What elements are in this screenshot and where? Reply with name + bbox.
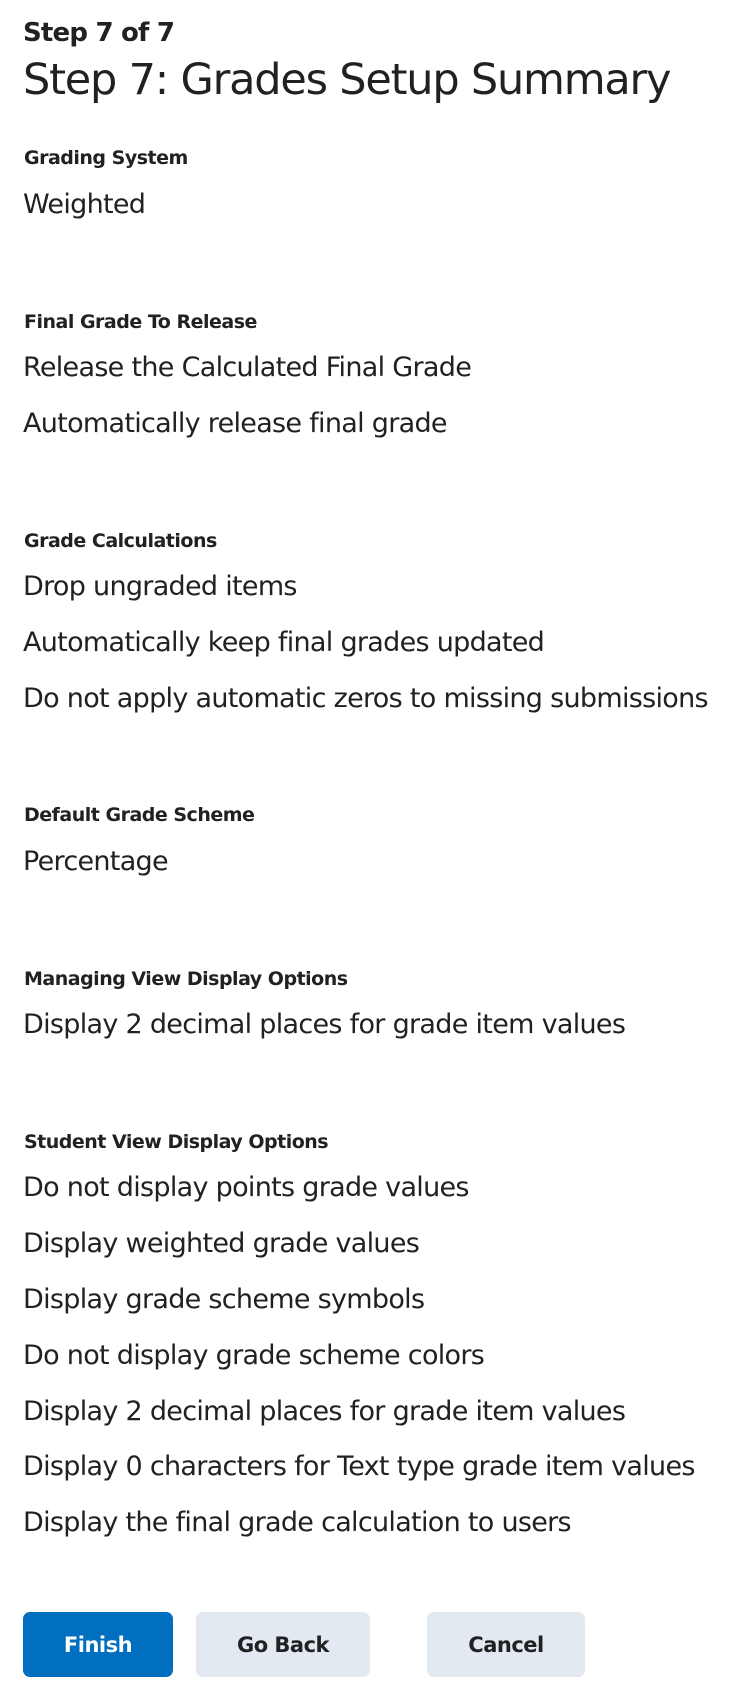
student-view-display-item: Do not display points grade values [23, 1172, 469, 1203]
student-view-display-item: Display the final grade calculation to users [23, 1507, 571, 1538]
grading-system-value: Weighted [23, 189, 146, 220]
cancel-button[interactable]: Cancel [427, 1612, 585, 1677]
section-heading-grade-calculations: Grade Calculations [24, 530, 217, 552]
student-view-display-item: Display weighted grade values [23, 1228, 420, 1259]
section-heading-final-grade-release: Final Grade To Release [24, 311, 257, 333]
finish-button[interactable]: Finish [23, 1612, 173, 1677]
student-view-display-item: Display grade scheme symbols [23, 1284, 425, 1315]
student-view-display-item: Display 0 characters for Text type grade item values [23, 1451, 695, 1482]
default-grade-scheme-value: Percentage [23, 846, 168, 877]
managing-view-display-item: Display 2 decimal places for grade item values [23, 1009, 626, 1040]
final-grade-release-item: Release the Calculated Final Grade [23, 352, 472, 383]
section-heading-student-view-display: Student View Display Options [24, 1131, 329, 1153]
page-title: Step 7: Grades Setup Summary [23, 55, 671, 105]
grade-calculations-item: Drop ungraded items [23, 571, 297, 602]
go-back-button[interactable]: Go Back [196, 1612, 370, 1677]
final-grade-release-item: Automatically release final grade [23, 408, 447, 439]
section-heading-grading-system: Grading System [24, 147, 188, 169]
grade-calculations-item: Automatically keep final grades updated [23, 627, 545, 658]
step-indicator: Step 7 of 7 [23, 18, 175, 48]
section-heading-default-grade-scheme: Default Grade Scheme [24, 804, 255, 826]
section-heading-managing-view-display: Managing View Display Options [24, 968, 348, 990]
student-view-display-item: Do not display grade scheme colors [23, 1340, 485, 1371]
student-view-display-item: Display 2 decimal places for grade item values [23, 1396, 626, 1427]
grade-calculations-item: Do not apply automatic zeros to missing submissions [23, 683, 708, 714]
